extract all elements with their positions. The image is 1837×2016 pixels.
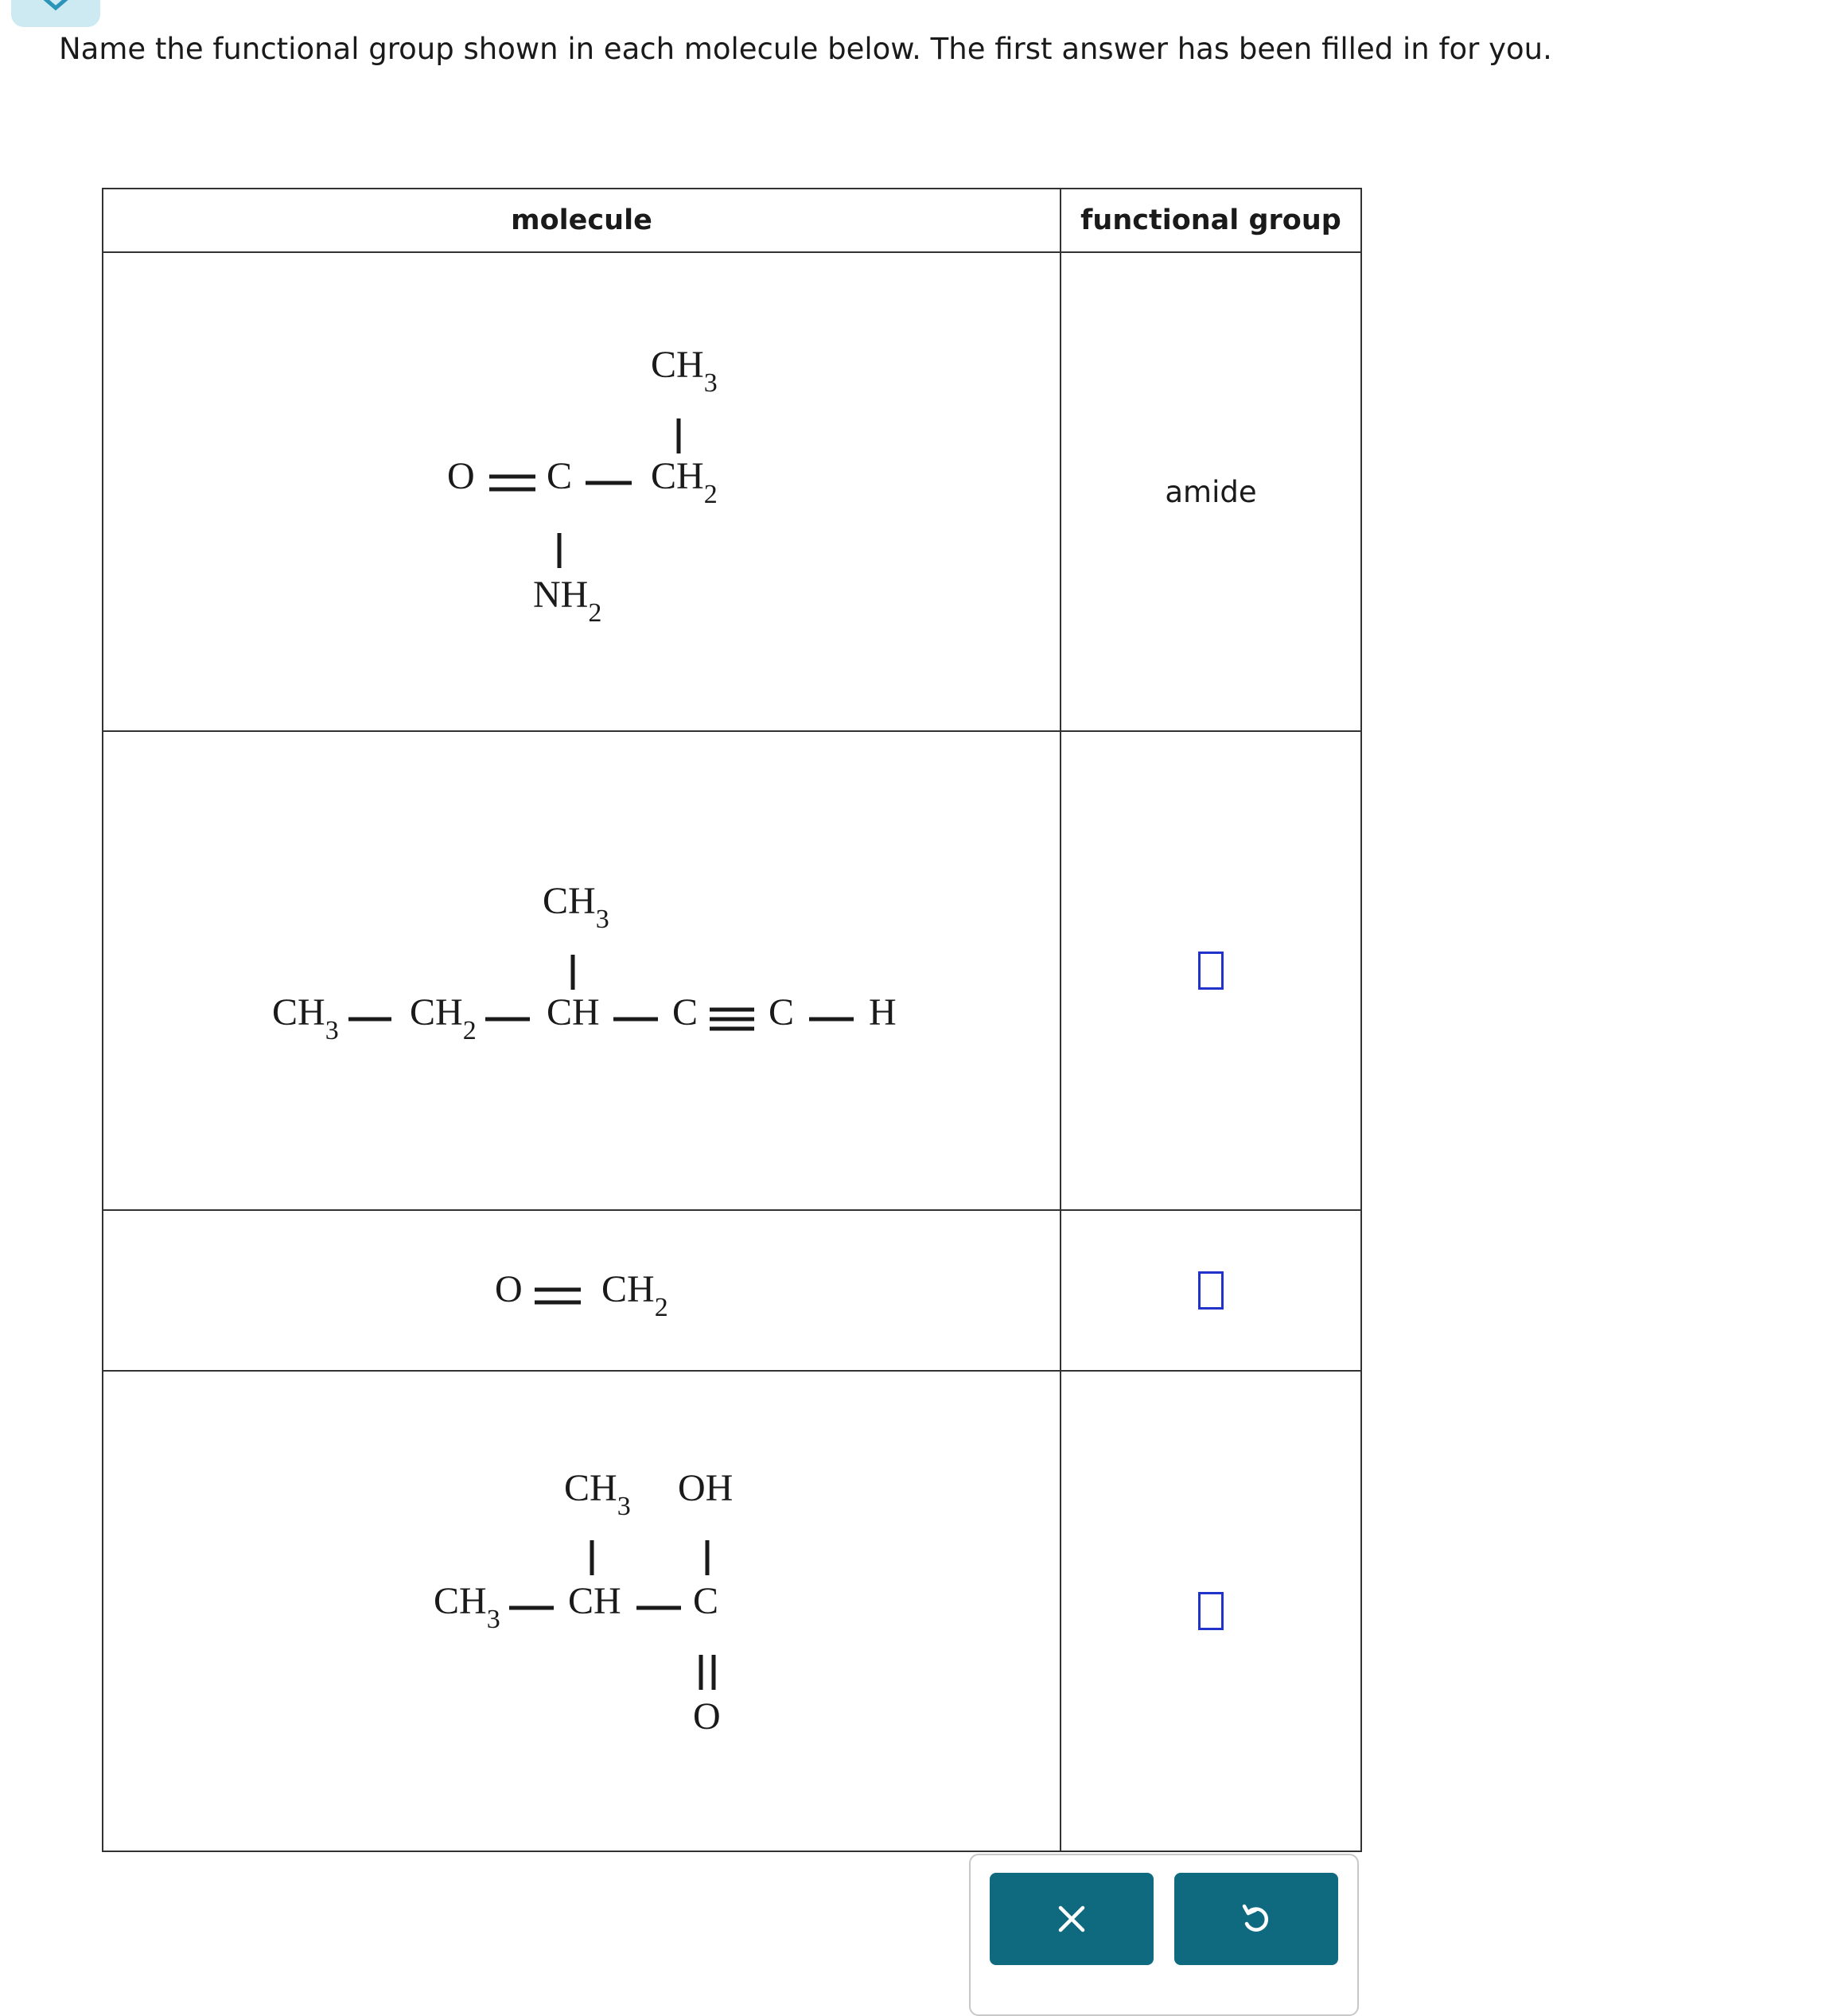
- functional-group-header: functional group: [1061, 189, 1361, 252]
- molecule-cell: [103, 731, 1061, 1210]
- atom-o: O: [495, 1268, 523, 1310]
- molecule-cell: [103, 252, 1061, 731]
- x-icon: [1056, 1903, 1088, 1935]
- table-row: [103, 252, 1361, 731]
- atom-c: C: [693, 1580, 719, 1622]
- atom-ch: CH: [568, 1580, 621, 1622]
- molecule-structure-3: [103, 1211, 1060, 1370]
- table-row: [103, 1210, 1361, 1371]
- molecule-structure-4: [103, 1372, 1060, 1851]
- atom-ch3: $CH_3$: [651, 344, 718, 398]
- atom-ch3-top: $CH_3$: [564, 1467, 631, 1521]
- functional-group-answer-cell: [1061, 252, 1361, 731]
- clear-button[interactable]: [990, 1873, 1154, 1965]
- table-row: [103, 731, 1361, 1210]
- functional-group-answer-cell: [1061, 1371, 1361, 1851]
- functional-group-table: [102, 188, 1362, 1852]
- answer-input[interactable]: [1198, 952, 1224, 990]
- atom-c2: C: [769, 991, 795, 1033]
- top-tab[interactable]: [11, 0, 100, 27]
- molecule-cell: [103, 1210, 1061, 1371]
- molecule-structure-2: [103, 732, 1060, 1209]
- molecule-cell: [103, 1371, 1061, 1851]
- table-header-row: [103, 189, 1361, 252]
- atom-c1: C: [672, 991, 699, 1033]
- atom-ch2: $CH_2$: [601, 1268, 668, 1322]
- chevron-down-icon: [40, 0, 72, 14]
- atom-ch3-top: $CH_3$: [543, 880, 609, 934]
- question-prompt: Name the functional group shown in each molecule below. The first answer has been filled in for you.: [59, 32, 1552, 66]
- atom-o: O: [693, 1695, 721, 1738]
- atom-nh2: $NH_2$: [533, 574, 602, 628]
- atom-ch2: $CH_2$: [651, 455, 718, 509]
- answer-input[interactable]: [1198, 1271, 1224, 1310]
- answer-toolbar: [969, 1854, 1359, 2016]
- table-row: [103, 1371, 1361, 1851]
- answer-input[interactable]: [1198, 1592, 1224, 1630]
- atom-c: C: [547, 455, 573, 497]
- molecule-structure-1: [103, 253, 1060, 730]
- atom-ch3-left: $CH_3$: [434, 1580, 500, 1634]
- undo-icon: [1239, 1901, 1274, 1936]
- functional-group-answer-cell: [1061, 1210, 1361, 1371]
- atom-ch2: $CH_2$: [410, 991, 477, 1045]
- molecule-header: molecule: [103, 189, 1061, 252]
- atom-o: O: [447, 455, 475, 497]
- undo-button[interactable]: [1174, 1873, 1338, 1965]
- atom-ch3-left: $CH_3$: [272, 991, 339, 1045]
- atom-oh: OH: [678, 1467, 734, 1509]
- answer-text: amide: [1165, 474, 1257, 509]
- functional-group-answer-cell: [1061, 731, 1361, 1210]
- atom-ch: CH: [547, 991, 600, 1033]
- atom-h: H: [869, 991, 897, 1033]
